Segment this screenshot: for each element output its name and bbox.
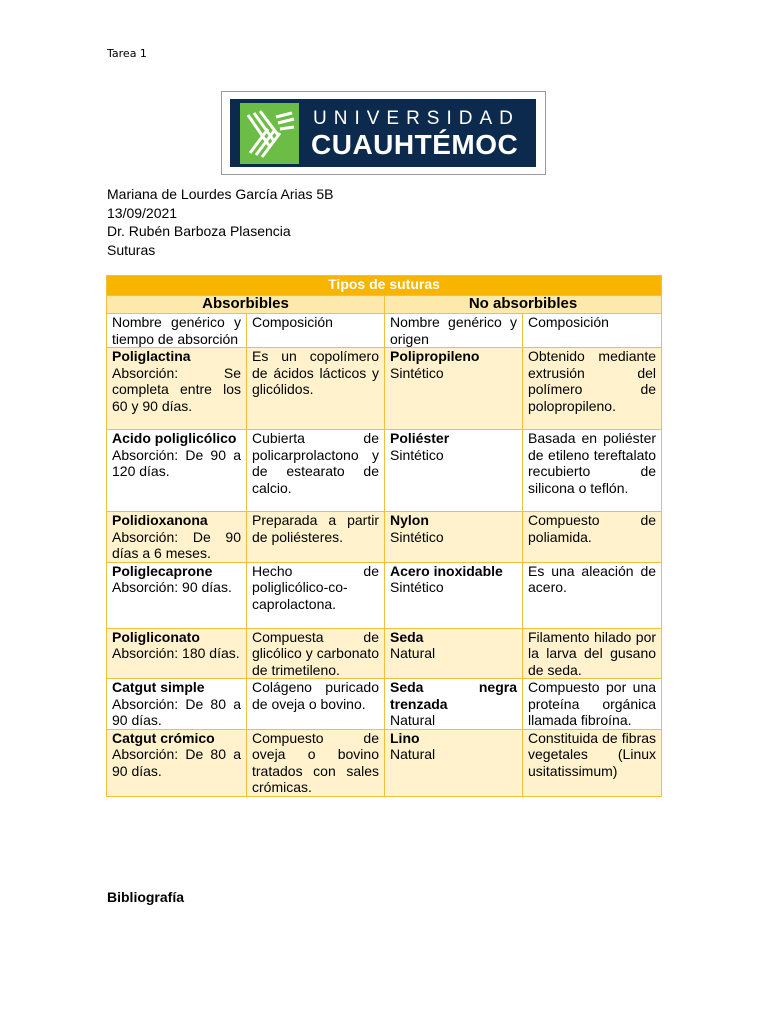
doctor-name: Dr. Rubén Barboza Plasencia	[107, 223, 291, 239]
absorbible-name-cell	[107, 562, 247, 628]
nonabsorbible-composition: Basada en poliéster de etileno tereftalato recubierto de silicona o teflón.	[523, 430, 662, 512]
header-tag: Tarea 1	[107, 47, 147, 60]
absorbible-detail: Absorción: De 80 a 90 días.	[112, 695, 241, 728]
nonabsorbible-name-cell	[385, 679, 523, 730]
nonabsorbible-name	[390, 679, 517, 696]
nonabsorbible-composition: Constituida de fibras vegetales (Linux usitatissimum)	[523, 729, 662, 796]
absorbible-composition: Es un copolímero de ácidos lácticos y glicólidos.	[247, 348, 385, 430]
nonabsorbible-name-part: negra	[478, 679, 517, 695]
nonabsorbible-name-part: trenzada	[390, 695, 448, 712]
nonabsorbible-origin: Natural	[390, 645, 436, 661]
table-row	[107, 512, 662, 563]
nonabsorbible-name: Lino	[390, 729, 420, 746]
logo-line-2: CUAUHTÉMOC	[311, 129, 519, 160]
header-nonabsorbible-name: Nombre genérico y origen	[385, 314, 523, 348]
absorbible-detail: Absorción: De 80 a 90 días.	[112, 746, 241, 779]
table-row	[107, 628, 662, 679]
topic: Suturas	[107, 241, 156, 258]
absorbible-name-cell	[107, 679, 247, 730]
absorbible-name-cell	[107, 512, 247, 563]
nonabsorbible-name-part: Seda	[390, 679, 424, 695]
nonabsorbible-name-cell	[385, 729, 523, 796]
nonabsorbible-name-cell	[385, 430, 523, 512]
absorbible-composition: Cubierta de policarprolactono y de estearato de calcio.	[247, 430, 385, 512]
student-name: Mariana de Lourdes García Arias 5B	[107, 186, 334, 202]
absorbible-name: Catgut crómico	[112, 729, 215, 746]
nonabsorbible-name: Poliéster	[390, 430, 450, 446]
nonabsorbible-name: Seda	[390, 628, 424, 645]
nonabsorbible-origin: Natural	[390, 746, 436, 762]
absorbible-name: Poliglecaprone	[112, 562, 213, 579]
nonabsorbible-composition: Es una aleación de acero.	[523, 562, 662, 628]
header-absorbible-name: Nombre genérico y tiempo de absorción	[107, 314, 247, 348]
nonabsorbible-name-cell	[385, 512, 523, 563]
document-date: 13/09/2021	[107, 204, 178, 221]
nonabsorbible-name-cell	[385, 348, 523, 430]
nonabsorbible-name-cell	[385, 562, 523, 628]
nonabsorbible-origin: Sintético	[390, 528, 444, 545]
absorbible-detail: Absorción: Se completa entre los 60 y 90 días.	[112, 364, 241, 414]
table-row	[107, 430, 662, 512]
nonabsorbible-composition: Obtenido mediante extrusión del polímero de polopropileno.	[523, 348, 662, 430]
absorbible-name-cell	[107, 729, 247, 796]
absorbible-name: Catgut simple	[112, 679, 205, 695]
absorbible-detail: Absorción: 90 días.	[112, 579, 232, 595]
nonabsorbible-name: Nylon	[390, 512, 429, 528]
table-header-row	[107, 314, 662, 348]
nonabsorbible-name: Polipropileno	[390, 348, 480, 364]
absorbible-composition: Hecho de poliglicólico-co-caprolactona.	[247, 562, 385, 628]
logo-band	[230, 99, 536, 167]
university-logo	[221, 91, 546, 175]
absorbible-composition: Compuesta de glicólico y carbonato de trimetileno.	[247, 628, 385, 679]
table-title: Tipos de suturas	[107, 276, 662, 296]
absorbible-name-cell	[107, 628, 247, 679]
absorbible-detail: Absorción: De 90 a 120 días.	[112, 446, 241, 479]
nonabsorbible-origin: Sintético	[390, 446, 444, 463]
table-row	[107, 729, 662, 796]
nonabsorbible-origin: Sintético	[390, 579, 444, 595]
header-nonabsorbible-composition: Composición	[523, 314, 662, 348]
table-row	[107, 679, 662, 730]
header-absorbible-composition: Composición	[247, 314, 385, 348]
absorbible-detail: Absorción: 180 días.	[112, 645, 240, 661]
absorbible-name: Poliglactina	[112, 348, 191, 364]
nonabsorbible-name: Acero inoxidable	[390, 562, 503, 579]
table-row	[107, 562, 662, 628]
nonabsorbible-origin: Sintético	[390, 364, 444, 381]
absorbible-composition: Colágeno puricado de oveja o bovino.	[247, 679, 385, 730]
bibliography-heading: Bibliografía	[107, 889, 185, 905]
absorbible-name-cell	[107, 348, 247, 430]
group-absorbibles: Absorbibles	[107, 296, 385, 314]
absorbible-detail: Absorción: De 90 días a 6 meses.	[112, 528, 241, 561]
absorbible-composition: Compuesto de oveja o bovino tratados con sales crómicas.	[247, 729, 385, 796]
table-title-row	[107, 276, 662, 296]
absorbible-composition: Preparada a partir de poliésteres.	[247, 512, 385, 563]
group-no-absorbibles: No absorbibles	[385, 296, 662, 314]
table-group-row	[107, 296, 662, 314]
absorbible-name-cell	[107, 430, 247, 512]
logo-line-1: UNIVERSIDAD	[313, 108, 520, 129]
table-row	[107, 348, 662, 430]
absorbible-name: Acido poliglicólico	[112, 430, 237, 446]
nonabsorbible-composition: Compuesto de poliamida.	[523, 512, 662, 563]
nonabsorbible-name-cell	[385, 628, 523, 679]
sutures-table	[106, 275, 662, 797]
nonabsorbible-composition: Filamento hilado por la larva del gusano de seda.	[523, 628, 662, 679]
nonabsorbible-origin: Natural	[390, 712, 436, 728]
student-info	[107, 185, 333, 259]
nonabsorbible-composition: Compuesto por una proteína orgánica llamada fibroína.	[523, 679, 662, 730]
absorbible-name: Poligliconato	[112, 628, 200, 645]
logo-emblem-icon	[240, 103, 299, 164]
absorbible-name: Polidioxanona	[112, 512, 208, 528]
